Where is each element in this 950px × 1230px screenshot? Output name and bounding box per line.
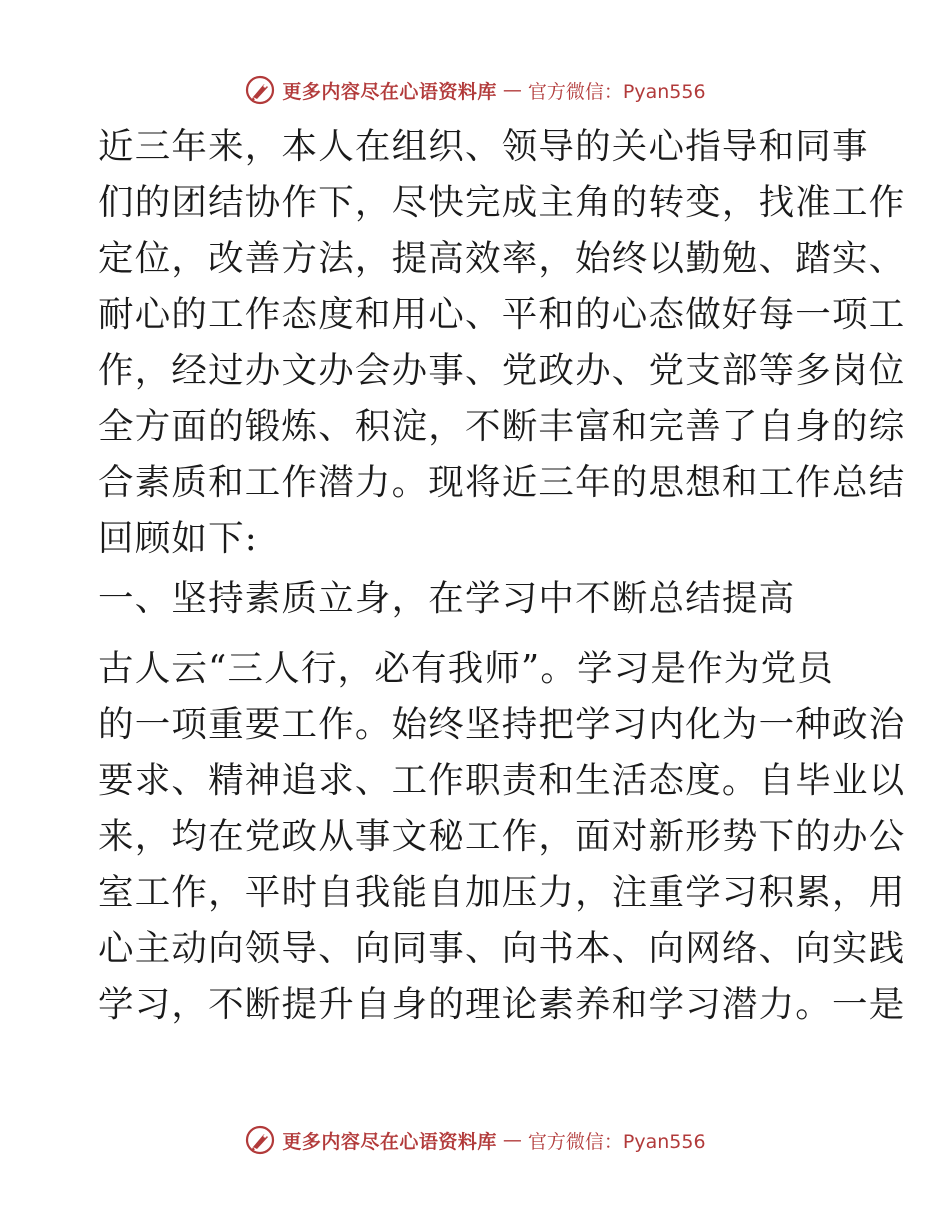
text-line: 心主动向领导、向同事、向书本、向网络、向实践 xyxy=(98,928,906,969)
text-line: 作，经过办文办会办事、党政办、党支部等多岗位 xyxy=(98,350,906,391)
pen-nib-logo-icon xyxy=(244,74,276,106)
text-line: 室工作，平时自我能自加压力，注重学习积累，用 xyxy=(98,872,906,913)
header-banner xyxy=(0,70,950,110)
document-body xyxy=(98,124,906,1038)
intro-paragraph xyxy=(98,124,906,562)
banner-brand-text: 更多内容尽在心语资料库 xyxy=(282,1130,497,1153)
text-line: 学习，不断提升自身的理论素养和学习潜力。一是 xyxy=(98,984,906,1025)
text-line: 古人云“三人行，必有我师”。学习是作为党员 xyxy=(98,648,834,689)
banner-wechat-text: 官方微信：Pyan556 xyxy=(527,1130,706,1153)
text-line: 合素质和工作潜力。现将近三年的思想和工作总结 xyxy=(98,462,906,503)
text-line: 来，均在党政从事文秘工作，面对新形势下的办公 xyxy=(98,816,906,857)
text-line: 回顾如下: xyxy=(98,518,258,559)
banner-wechat-text: 官方微信：Pyan556 xyxy=(527,80,706,103)
section-heading: 一、坚持素质立身，在学习中不断总结提高 xyxy=(98,578,796,619)
text-line: 近三年来，本人在组织、领导的关心指导和同事 xyxy=(98,126,869,167)
banner-separator: — xyxy=(502,1129,522,1151)
banner-separator: — xyxy=(502,79,522,101)
banner-brand-text: 更多内容尽在心语资料库 xyxy=(282,80,497,103)
text-line: 定位，改善方法，提高效率，始终以勤勉、踏实、 xyxy=(98,238,906,279)
text-line: 的一项重要工作。始终坚持把学习内化为一种政治 xyxy=(98,704,906,745)
pen-nib-logo-icon xyxy=(244,1124,276,1156)
text-line: 全方面的锻炼、积淀，不断丰富和完善了自身的综 xyxy=(98,406,906,447)
section-paragraph xyxy=(98,646,906,1028)
text-line: 要求、精神追求、工作职责和生活态度。自毕业以 xyxy=(98,760,906,801)
footer-banner xyxy=(0,1120,950,1160)
text-line: 耐心的工作态度和用心、平和的心态做好每一项工 xyxy=(98,294,906,335)
text-line: 们的团结协作下，尽快完成主角的转变，找准工作 xyxy=(98,182,906,223)
